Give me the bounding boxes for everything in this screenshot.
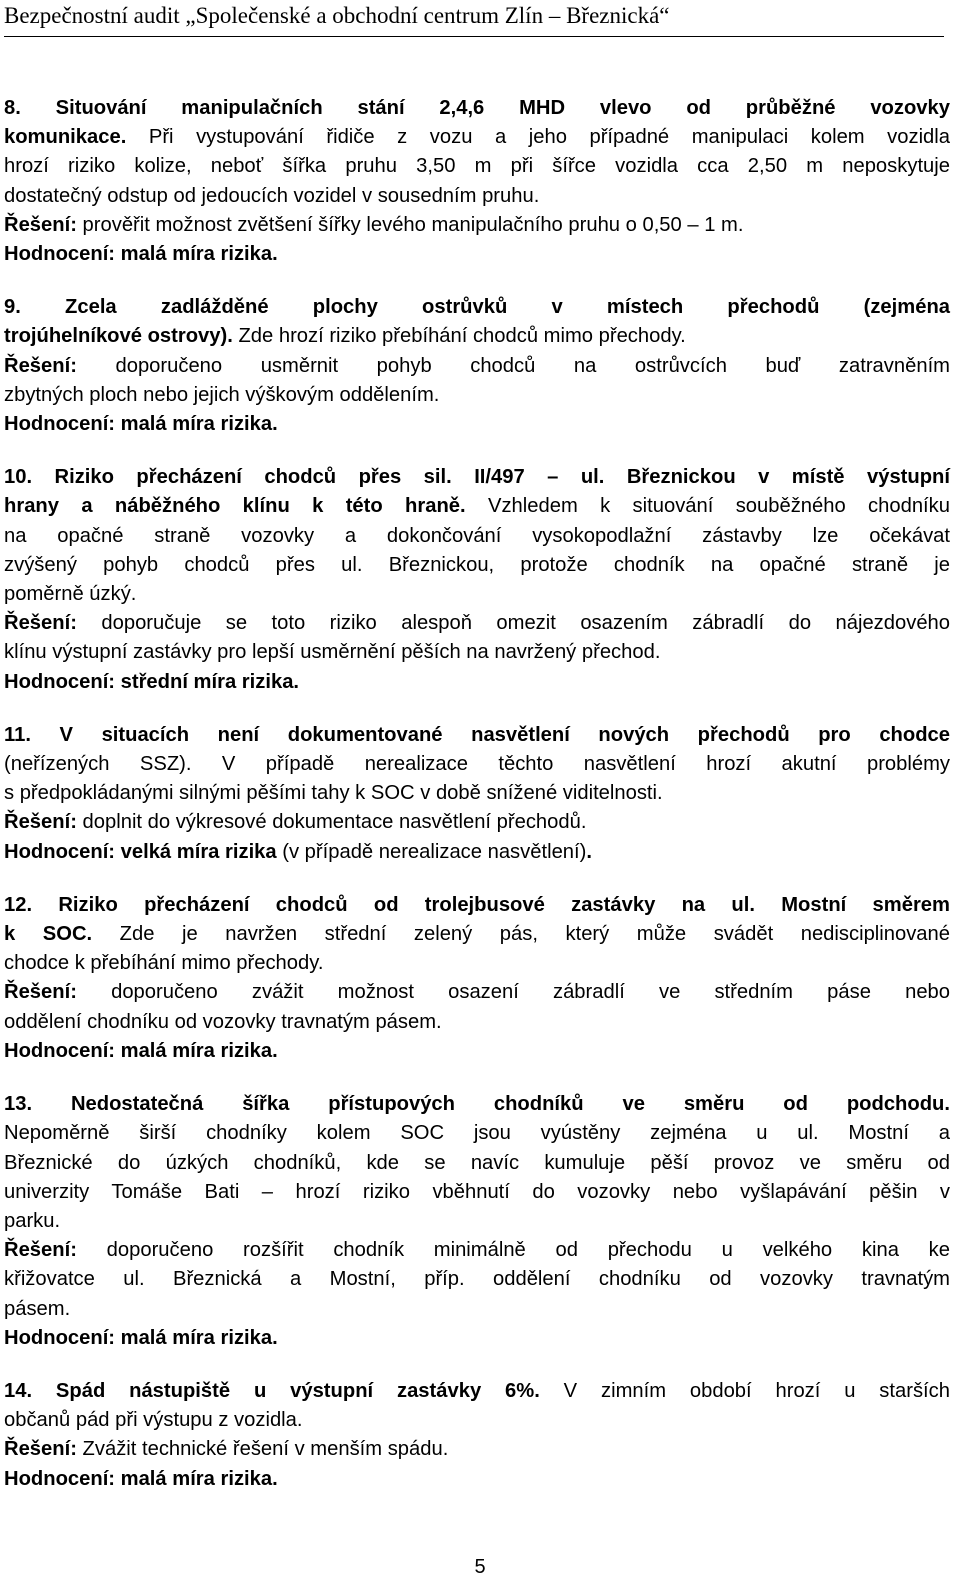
text-line (4, 1435, 950, 1464)
text-line (4, 920, 950, 949)
text-line (4, 1265, 950, 1294)
line-text: Vzhledem k situování souběžného chodníku (465, 495, 950, 518)
line-emphasis: 13. Nedostatečná šířka přístupových chodníků ve směru od podchodu. (4, 1093, 950, 1116)
line-text: doporučeno zvážit možnost osazení zábradlí ve středním páse nebo (76, 981, 950, 1004)
line-text: doporučeno rozšířit chodník minimálně od přechodu u velkého kina ke (76, 1239, 950, 1262)
line-emphasis: Hodnocení: malá míra rizika. (4, 243, 278, 266)
text-line (4, 808, 950, 837)
text-line (4, 211, 950, 240)
text-line (4, 750, 950, 779)
text-line (4, 1324, 950, 1353)
text-line (4, 1008, 950, 1037)
line-text: klínu výstupní zastávky pro lepší usměrnění pěších na navržený přechod. (4, 641, 661, 664)
line-text: s předpokládanými silnými pěšími tahy k SOC v době snížené viditelnosti. (4, 782, 663, 805)
line-text: univerzity Tomáše Bati – hrozí riziko vběhnutí do vozovky nebo vyšlapávání pěšin v (4, 1180, 950, 1203)
text-line (4, 352, 950, 381)
line-text: chodce k přebíhání mimo přechody. (4, 952, 324, 975)
line-text: Nepoměrně širší chodníky kolem SOC jsou vyústěny zejména u ul. Mostní a (4, 1122, 950, 1145)
line-emphasis: Hodnocení: velká míra rizika (4, 840, 277, 863)
line-emphasis: 14. Spád nástupiště u výstupní zastávky 6%. (4, 1379, 540, 1402)
line-emphasis: Řešení: (4, 811, 77, 834)
text-line (4, 381, 950, 410)
line-text: Zde hrozí riziko přebíhání chodců mimo přechody. (232, 325, 686, 348)
line-text: křižovatce ul. Březnická a Mostní, příp. oddělení chodníku od vozovky travnatým (4, 1268, 950, 1291)
line-text: zbytných ploch nebo jejich výškovým oddělením. (4, 383, 440, 406)
text-line (4, 978, 950, 1007)
text-line (4, 463, 950, 492)
text-line (4, 779, 950, 808)
line-emphasis: Řešení: (4, 1239, 77, 1262)
line-emphasis: 12. Riziko přecházení chodců od trolejbusové zastávky na ul. Mostní směrem (4, 893, 950, 916)
text-line (4, 94, 950, 123)
text-line (4, 1037, 950, 1066)
line-emphasis: Hodnocení: malá míra rizika. (4, 1467, 278, 1490)
line-emphasis: Řešení: (4, 354, 77, 377)
audit-item (4, 1090, 950, 1353)
line-text: občanů pád při výstupu z vozidla. (4, 1409, 303, 1432)
running-header: Bezpečnostní audit „Společenské a obchodní centrum Zlín – Březnická“ (4, 0, 944, 37)
line-emphasis: 11. V situacích není dokumentované nasvětlení nových přechodů pro chodce (4, 723, 950, 746)
text-line (4, 1377, 950, 1406)
line-emphasis: Řešení: (4, 213, 77, 236)
line-text: poměrně úzký. (4, 583, 137, 606)
text-line (4, 1119, 950, 1148)
line-emphasis: Hodnocení: malá míra rizika. (4, 1039, 278, 1062)
line-emphasis: Hodnocení: střední míra rizika. (4, 670, 300, 693)
text-line (4, 240, 950, 269)
text-line (4, 838, 950, 867)
audit-item (4, 1377, 950, 1494)
text-line (4, 1090, 950, 1119)
line-emphasis: trojúhelníkové ostrovy). (4, 325, 233, 348)
line-emphasis: komunikace. (4, 126, 127, 149)
line-emphasis: 9. Zcela zadlážděné plochy ostrůvků v místech přechodů (zejména (4, 296, 950, 319)
line-text: doporučeno usměrnit pohyb chodců na ostrůvcích buď zatravněním (76, 354, 950, 377)
text-line (4, 492, 950, 521)
line-emphasis: Řešení: (4, 981, 77, 1004)
line-text: hrozí riziko kolize, neboť šířka pruhu 3,50 m při šířce vozidla cca 2,50 m neposkytuje (4, 155, 950, 178)
text-line (4, 638, 950, 667)
page-number: 5 (474, 1556, 486, 1578)
line-text: Při vystupování řidiče z vozu a jeho případné manipulaci kolem vozidla (126, 126, 950, 149)
line-emphasis: k SOC. (4, 923, 93, 946)
line-text: doporučuje se toto riziko alespoň omezit osazením zábradlí do nájezdového (76, 612, 950, 635)
text-line (4, 1406, 950, 1435)
line-text: Zvážit technické řešení v menším spádu. (76, 1438, 449, 1461)
line-emphasis: Řešení: (4, 1438, 77, 1461)
audit-item (4, 721, 950, 867)
line-text: V zimním období hrozí u starších (539, 1379, 950, 1402)
text-line (4, 721, 950, 750)
text-line (4, 1295, 950, 1324)
line-text: pásem. (4, 1297, 71, 1320)
audit-item (4, 94, 950, 269)
line-emphasis: hrany a náběžného klínu k této hraně. (4, 495, 466, 518)
text-line (4, 123, 950, 152)
text-line (4, 891, 950, 920)
line-text: (v případě nerealizace nasvětlení) (276, 840, 587, 863)
line-text: doplnit do výkresové dokumentace nasvětlení přechodů. (76, 811, 587, 834)
line-text: zvýšený pohyb chodců přes ul. Březnickou, protože chodník na opačné straně je (4, 553, 950, 576)
line-emphasis: Hodnocení: malá míra rizika. (4, 1326, 278, 1349)
audit-item (4, 463, 950, 697)
line-emphasis: Hodnocení: malá míra rizika. (4, 413, 278, 436)
line-text: Zde je navržen střední zelený pás, který může svádět nedisciplinované (92, 923, 950, 946)
text-line (4, 1236, 950, 1265)
text-line (4, 609, 950, 638)
line-emphasis: 8. Situování manipulačních stání 2,4,6 MHD vlevo od průběžné vozovky (4, 97, 950, 119)
text-line (4, 949, 950, 978)
line-text: na opačné straně vozovky a dokončování vysokopodlažní zástavby lze očekávat (4, 524, 950, 547)
text-line (4, 1178, 950, 1207)
text-line (4, 1207, 950, 1236)
text-line (4, 410, 950, 439)
line-text: parku. (4, 1209, 61, 1232)
line-text: dostatečný odstup od jedoucích vozidel v sousedním pruhu. (4, 184, 540, 207)
line-text: oddělení chodníku od vozovky travnatým pásem. (4, 1010, 442, 1033)
text-line (4, 668, 950, 697)
text-line (4, 551, 950, 580)
line-text: Březnické do úzkých chodníků, kde se navíc kumuluje pěší provoz ve směru od (4, 1151, 950, 1174)
line-text: prověřit možnost zvětšení šířky levého manipulačního pruhu o 0,50 – 1 m. (76, 213, 744, 236)
line-emphasis: 10. Riziko přecházení chodců přes sil. II/497 – ul. Březnickou v místě výstupní (4, 466, 950, 489)
audit-item (4, 891, 950, 1066)
text-line (4, 152, 950, 181)
text-line (4, 293, 950, 322)
line-emphasis: Řešení: (4, 612, 77, 635)
text-line (4, 182, 950, 211)
text-line (4, 522, 950, 551)
text-line (4, 580, 950, 609)
text-line (4, 1465, 950, 1494)
text-line (4, 322, 950, 351)
line-text: (neřízených SSZ). V případě nerealizace těchto nasvětlení hrozí akutní problémy (4, 753, 950, 776)
document-body (4, 94, 950, 1518)
audit-item (4, 293, 950, 439)
text-line (4, 1149, 950, 1178)
line-emphasis: . (586, 840, 592, 863)
